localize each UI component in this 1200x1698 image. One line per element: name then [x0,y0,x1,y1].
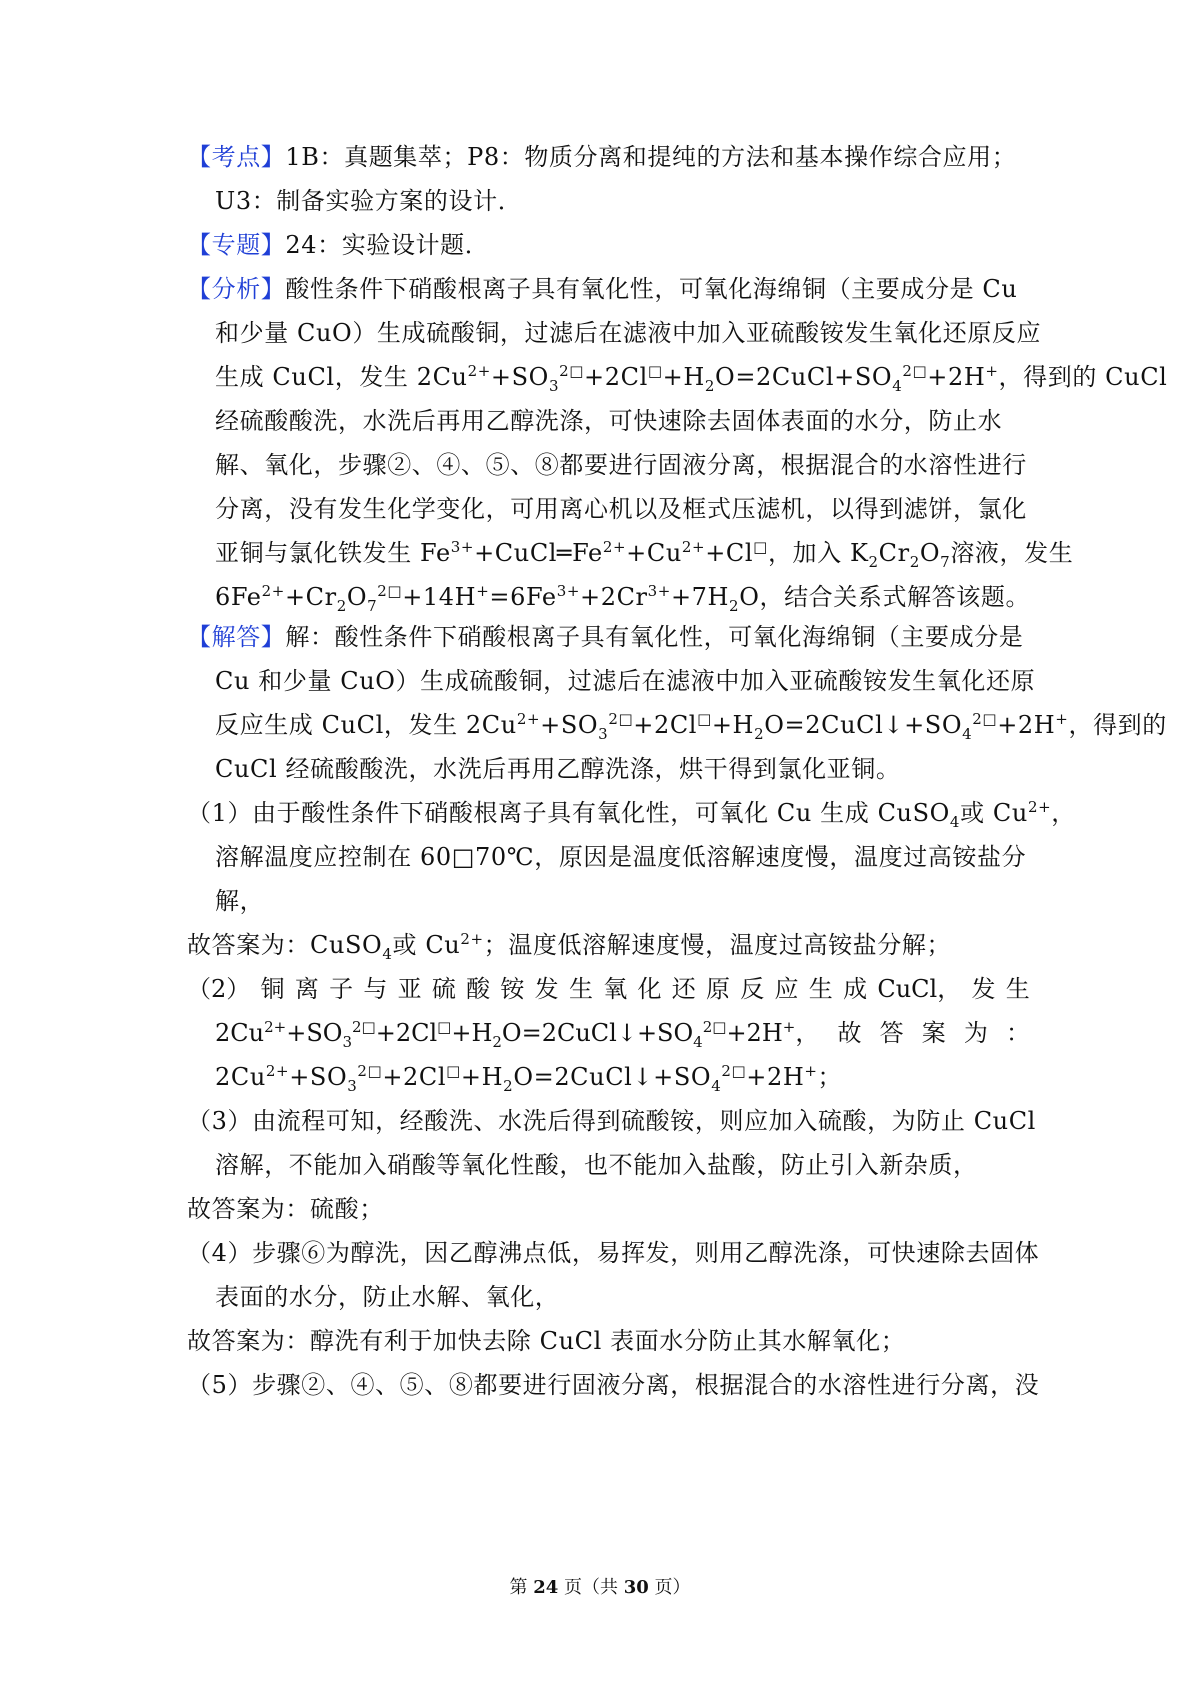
fenxi-text-5: 解、氧化，步骤②、④、⑤、⑧都要进行固液分离，根据混合的水溶性进行 [215,451,1027,479]
fenxi-line-5 [215,448,1027,482]
a1-text-c: ；温度低溶解速度慢，温度过高铵盐分解； [483,931,952,959]
superscript: □ [753,538,768,556]
fenxi-text-8h: O，结合关系式解答该题。 [739,583,1031,611]
q2-word: 发 [971,975,996,1003]
fenxi-text-7g: O [919,539,941,567]
a4-line [187,1324,905,1358]
superscript: 2+ [460,930,484,948]
subscript: 7 [367,596,378,615]
q2-word: 铵 [500,975,525,1003]
q1-line-3 [215,884,264,918]
fenxi-text-6: 分离，没有发生化学变化，可用离心机以及框式压滤机，以得到滤饼，氯化 [215,495,1027,523]
superscript: 2□ [902,362,928,380]
q1-text-3: 解， [215,887,265,915]
fenxi-text-3e: O=2CuCl+SO [715,363,893,391]
superscript: 2□ [377,582,403,600]
jieda-text-3g: ，得到的 [1068,711,1167,739]
fenxi-text-7f: Cr [878,539,910,567]
q2-word: 还 [671,975,696,1003]
subscript: 4 [382,944,393,963]
fenxi-text-1: 酸性条件下硝酸根离子具有氧化性，可氧化海绵铜（主要成分是 Cu [285,275,1018,303]
q3-line-1 [187,1104,1036,1138]
jieda-text-3e: O=2CuCl↓+SO [764,711,963,739]
fenxi-text-3c: +2Cl [584,363,648,391]
superscript: 3+ [647,582,671,600]
q2-word: 生 [808,975,833,1003]
fenxi-text-8e: =6Fe [489,583,557,611]
subscript: 4 [949,812,961,831]
fenxi-text-4: 经硫酸酸洗，水洗后再用乙醇洗涤，可快速除去固体表面的水分，防止水 [215,407,1003,435]
kaodian-tag: 【考点】 [187,143,286,171]
superscript: 3+ [450,538,475,556]
q2-word: （2） [187,975,251,1003]
q2-word: 硫 [431,975,456,1003]
subscript: 2 [754,724,765,743]
q5-text-1: （5）步骤②、④、⑤、⑧都要进行固液分离，根据混合的水溶性进行分离，没 [187,1371,1040,1399]
fenxi-text-3d: +H [662,363,705,391]
fenxi-text-8f: +2Cr [580,583,648,611]
fenxi-text-7a: 亚铜与氯化铁发生 Fe [215,539,451,567]
fenxi-text-7d: +Cl [705,539,754,567]
q2-word: 原 [706,975,730,1003]
q1-text-2: 溶解温度应控制在 60□70℃，原因是温度低溶解速度慢，温度过高铵盐分 [215,843,1027,871]
jieda-text-3a: 反应生成 CuCl，发生 2Cu [215,711,517,739]
superscript: 2+ [602,538,627,556]
fenxi-text-8d: +14H [402,583,477,611]
fenxi-text-8g: +7H [670,583,730,611]
footer-pre: 第 [509,1577,534,1598]
fenxi-line-8 [215,580,1030,614]
subscript: 2 [336,596,347,615]
fenxi-line-1 [187,272,1017,306]
subscript: 2 [909,552,920,571]
subscript: 4 [962,724,973,743]
subscript: 4 [892,376,903,395]
subscript: 3 [598,724,609,743]
zhuanti-tag: 【专题】 [187,231,286,259]
q2-line-3 [215,1060,842,1094]
a1-line [187,928,951,962]
q2-word: 案 [921,1019,946,1047]
superscript: 2□ [559,362,585,380]
fenxi-line-3 [215,360,1167,394]
fenxi-text-8b: +Cr [284,583,337,611]
superscript: 2+ [681,538,706,556]
q2-word: 生 [568,975,593,1003]
fenxi-tag: 【分析】 [187,275,286,303]
zhuanti-text: 24：实验设计题． [285,231,490,259]
footer-total-pages: 30 [623,1577,649,1598]
fenxi-line-7 [215,536,1073,570]
zhuanti-line [187,228,489,262]
fenxi-text-3g: ，得到的 CuCl [998,363,1168,391]
q1-line-1 [187,796,1076,830]
q2-word: 化 [637,975,662,1003]
q2-word: 生 [1005,975,1030,1003]
q2-word: 与 [363,975,388,1003]
page-footer [0,1576,1200,1600]
superscript: □ [697,710,712,728]
jieda-tag: 【解答】 [187,623,286,651]
q2-word: 酸 [466,975,491,1003]
a4-text: 故答案为：醇洗有利于加快去除 CuCl 表面水分防止其水解氧化； [187,1327,906,1355]
q1-text-1a: （1）由于酸性条件下硝酸根离子具有氧化性，可氧化 Cu 生成 CuSO [187,799,950,827]
q2-word: CuCl， [877,975,962,1003]
subscript: 3 [548,376,560,395]
kaodian-text-1: 1B：真题集萃；P8：物质分离和提纯的方法和基本操作综合应用； [285,143,1017,171]
superscript: + [985,362,999,380]
q2-word: 反 [740,975,765,1003]
q3-line-2 [215,1148,978,1182]
q2-word: 应 [774,975,799,1003]
jieda-text-3b: +SO [540,711,599,739]
footer-page-number: 24 [533,1577,559,1598]
footer-post: 页） [648,1577,691,1598]
a1-text-b: 或 Cu [392,931,461,959]
q4-line-1 [187,1236,1039,1270]
q2-formula-2: $2Cu^{2+}+SO_3^{2□}+2Cl^□+H_2O=2CuCl↓+SO_4^{2□}+2H^+$； [215,1062,843,1095]
jieda-text-3f: +2H [997,711,1056,739]
superscript: □ [647,362,663,380]
q2-word: 铜 [260,975,285,1003]
fenxi-line-4 [215,404,1002,438]
q2-word: 亚 [397,975,422,1003]
superscript: 2□ [972,710,998,728]
fenxi-text-3f: +2H [927,363,986,391]
fenxi-text-8a: 6Fe [215,583,262,611]
superscript: 2+ [261,582,285,600]
q3-text-1: （3）由流程可知，经酸洗、水洗后得到硫酸铵，则应加入硫酸，为防止 CuCl [187,1107,1036,1135]
q2-word: 离 [294,975,319,1003]
subscript: 2 [704,376,716,395]
q2-word: 为 [963,1019,988,1047]
q1-line-2 [215,840,1026,874]
q4-text-1: （4）步骤⑥为醇洗，因乙醇沸点低，易挥发，则用乙醇洗涤，可快速除去固体 [187,1239,1040,1267]
fenxi-text-7e: ，加入 K [767,539,869,567]
jieda-text-3d: +H [711,711,755,739]
q1-text-1c: ， [1051,799,1076,827]
superscript: 2+ [516,710,541,728]
a1-text-a: 故答案为：CuSO [187,931,383,959]
kaodian-text-2: U3：制备实验方案的设计． [215,187,523,215]
kaodian-line-2 [215,184,522,218]
q4-text-2: 表面的水分，防止水解、氧化， [215,1283,560,1311]
q2-line-1 [187,972,1030,1006]
q2-word: 氧 [603,975,628,1003]
subscript: 2 [868,552,879,571]
jieda-line-2 [215,664,1035,698]
fenxi-text-7h: 溶液，发生 [950,539,1074,567]
a3-text: 故答案为：硫酸； [187,1195,384,1223]
q2-word: 成 [843,975,868,1003]
fenxi-line-2 [215,316,1041,350]
fenxi-text-7b: +CuCl═Fe [474,539,603,567]
q3-text-2: 溶解，不能加入硝酸等氧化性酸，也不能加入盐酸，防止引入新杂质， [215,1151,978,1179]
fenxi-text-2: 和少量 CuO）生成硫酸铜，过滤后在滤液中加入亚硫酸铵发生氧化还原反应 [215,319,1042,347]
q2-line-2 [215,1016,1030,1050]
a3-line [187,1192,384,1226]
q2-word: 子 [329,975,354,1003]
fenxi-text-3b: +SO [490,363,549,391]
jieda-text-2: Cu 和少量 CuO）生成硫酸铜，过滤后在滤液中加入亚硫酸铵发生氧化还原 [215,667,1036,695]
jieda-text-4: CuCl 经硫酸酸洗，水洗后再用乙醇洗涤，烘干得到氯化亚铜。 [215,755,901,783]
q2-word: 发 [534,975,559,1003]
subscript: 2 [729,596,740,615]
kaodian-line-1 [187,140,1016,174]
jieda-line-3 [215,708,1167,742]
q2-word: ： [1005,1019,1030,1047]
fenxi-text-3a: 生成 CuCl，发生 2Cu [215,363,468,391]
jieda-text-1: 解：酸性条件下硝酸根离子具有氧化性，可氧化海绵铜（主要成分是 [285,623,1024,651]
q2-word: 答 [879,1019,904,1047]
q2-formula-1: $2Cu^{2+}+SO_3^{2□}+2Cl^□+H_2O=2CuCl↓+SO_4^{2□}+2H^+$， [215,1018,820,1051]
jieda-line-4 [215,752,901,786]
fenxi-line-6 [215,492,1027,526]
superscript: + [1055,710,1069,728]
jieda-text-3c: +2Cl [633,711,698,739]
superscript: 2+ [1027,798,1052,816]
footer-mid: 页（共 [558,1577,624,1598]
q5-line-1 [187,1368,1039,1402]
superscript: + [476,582,490,600]
q4-line-2 [215,1280,559,1314]
superscript: 2+ [467,362,491,380]
fenxi-text-7c: +Cu [626,539,682,567]
subscript: 7 [940,552,951,571]
superscript: 3+ [556,582,580,600]
fenxi-text-8c: O [346,583,368,611]
q1-text-1b: 或 Cu [960,799,1028,827]
superscript: 2□ [608,710,634,728]
q2-word: 故 [837,1019,862,1047]
jieda-line-1 [187,620,1023,654]
